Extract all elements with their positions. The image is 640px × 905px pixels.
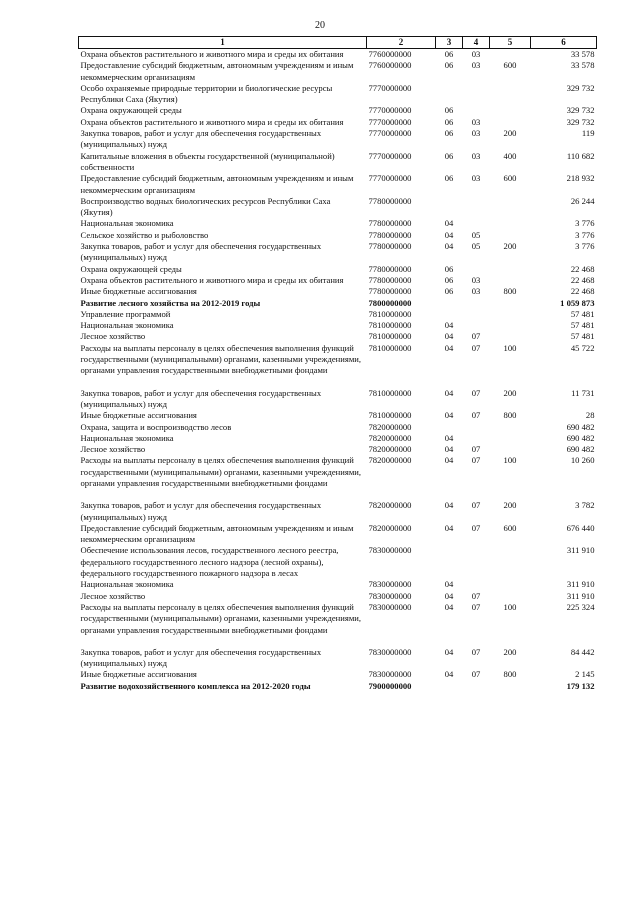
- row-expense-type: 600: [503, 60, 517, 71]
- row-section: 06: [444, 49, 454, 59]
- row-code: 7810000000: [368, 308, 412, 319]
- table-row: [79, 105, 597, 116]
- row-code: 7830000000: [368, 646, 412, 657]
- row-name: Национальная экономика: [80, 218, 174, 229]
- table-row: [79, 298, 597, 309]
- row-name: Развитие водохозяйственного комплекса на 2012-2020 годы: [80, 680, 311, 691]
- row-subsection: 03: [471, 274, 481, 285]
- row-name: Развитие лесного хозяйства на 2012-2019 годы: [80, 297, 261, 308]
- row-subsection: [463, 309, 490, 320]
- row-name: Охрана объектов растительного и животного мира и среды их обитания: [80, 116, 344, 127]
- row-amount: 28: [585, 410, 595, 421]
- row-section: 04: [444, 646, 454, 657]
- row-section: 04: [444, 444, 454, 455]
- table-row: [79, 591, 597, 602]
- table-row: [79, 545, 597, 579]
- table-row: [79, 173, 597, 196]
- row-name: Сельское хозяйство и рыболовство: [80, 229, 209, 240]
- row-code: 7800000000: [368, 297, 412, 308]
- row-subsection: 07: [471, 387, 481, 398]
- row-section: 04: [444, 331, 454, 342]
- row-amount: 329 732: [566, 82, 595, 93]
- row-amount: 690 482: [566, 421, 595, 432]
- row-expense-type: [490, 230, 531, 241]
- table-header: [79, 37, 597, 49]
- row-name: Иные бюджетные ассигнования: [80, 286, 197, 297]
- table-row: [79, 500, 597, 523]
- row-amount: 10 260: [570, 455, 595, 466]
- table-row: [79, 309, 597, 320]
- table-row: [79, 647, 597, 670]
- row-subsection: [463, 264, 490, 275]
- row-expense-type: [490, 591, 531, 602]
- row-amount: 110 682: [566, 150, 595, 161]
- row-subsection: [463, 545, 490, 579]
- row-expense-type: [490, 117, 531, 128]
- page-number: 20: [315, 20, 325, 31]
- header-col-2: 2: [367, 37, 436, 49]
- table-row: [79, 422, 597, 433]
- row-section: 06: [444, 263, 454, 274]
- row-expense-type: 100: [503, 601, 517, 612]
- row-name: Иные бюджетные ассигнования: [80, 410, 197, 421]
- row-expense-type: [490, 331, 531, 342]
- row-amount: 329 732: [566, 116, 595, 127]
- row-name: Охрана объектов растительного и животного мира и среды их обитания: [80, 274, 344, 285]
- row-code: 7820000000: [368, 421, 412, 432]
- row-section: 06: [444, 60, 454, 71]
- row-section: [436, 545, 463, 579]
- row-section: 04: [444, 669, 454, 680]
- row-code: 7810000000: [368, 320, 412, 331]
- row-section: [436, 422, 463, 433]
- row-amount: 179 132: [566, 680, 595, 691]
- row-expense-type: 400: [503, 150, 517, 161]
- row-section: 04: [444, 320, 454, 331]
- header-col-3: 3: [436, 37, 463, 49]
- row-expense-type: [490, 545, 531, 579]
- row-expense-type: 100: [503, 455, 517, 466]
- row-code: 7820000000: [368, 444, 412, 455]
- row-name: Обеспечение использования лесов, государственного лесного реестра, федерального государственного лесного надзора (лесной охраны), федерального государственного пожарного надзора в лесах: [80, 545, 339, 579]
- row-name: Расходы на выплаты персоналу в целях обеспечения выполнения функций государственными (муниципальными) органами, казенными учреждениями, органами управления государственными внебюджетными фондами: [80, 601, 362, 635]
- row-code: 7830000000: [368, 579, 412, 590]
- row-subsection: 07: [471, 669, 481, 680]
- row-subsection: [463, 298, 490, 309]
- row-code: 7770000000: [368, 173, 412, 184]
- row-code: 7770000000: [368, 116, 412, 127]
- row-expense-type: 800: [503, 669, 517, 680]
- row-amount: 57 481: [570, 308, 595, 319]
- row-expense-type: 200: [503, 646, 517, 657]
- row-section: 04: [444, 342, 454, 353]
- table-row: [79, 523, 597, 546]
- row-code: 7770000000: [368, 105, 412, 116]
- row-code: 7830000000: [368, 545, 412, 556]
- row-name: Охрана, защита и воспроизводство лесов: [80, 421, 232, 432]
- row-code: 7810000000: [368, 410, 412, 421]
- row-code: 7830000000: [368, 601, 412, 612]
- table-row: [79, 410, 597, 421]
- row-amount: 22 468: [570, 263, 595, 274]
- table-row: [79, 286, 597, 297]
- table-row: [79, 455, 597, 489]
- row-section: 04: [444, 410, 454, 421]
- row-expense-type: 600: [503, 173, 517, 184]
- row-subsection: 07: [471, 646, 481, 657]
- row-amount: 26 244: [570, 195, 595, 206]
- header-col-6: 6: [531, 37, 597, 49]
- budget-table: [78, 36, 597, 692]
- row-name: Национальная экономика: [80, 579, 174, 590]
- row-code: 7760000000: [368, 49, 412, 59]
- table-row: [79, 331, 597, 342]
- row-section: 06: [444, 128, 454, 139]
- row-section: 04: [444, 432, 454, 443]
- row-subsection: [463, 105, 490, 116]
- spacer-cell: [79, 489, 597, 500]
- row-subsection: 07: [471, 522, 481, 533]
- row-code: 7770000000: [368, 82, 412, 93]
- row-section: 06: [444, 173, 454, 184]
- row-section: 06: [444, 274, 454, 285]
- table-row: [79, 117, 597, 128]
- row-code: 7780000000: [368, 229, 412, 240]
- row-name: Лесное хозяйство: [80, 331, 146, 342]
- row-name: Закупка товаров, работ и услуг для обеспечения государственных (муниципальных) нужд: [80, 387, 322, 409]
- row-amount: 22 468: [570, 286, 595, 297]
- row-name: Управление программой: [80, 308, 171, 319]
- row-name: Лесное хозяйство: [80, 444, 146, 455]
- row-subsection: 07: [471, 342, 481, 353]
- row-code: 7780000000: [368, 263, 412, 274]
- row-amount: 84 442: [570, 646, 595, 657]
- row-expense-type: [490, 298, 531, 309]
- table-row: [79, 128, 597, 151]
- row-subsection: [463, 320, 490, 331]
- row-subsection: 03: [471, 173, 481, 184]
- row-spacer: [79, 377, 597, 388]
- row-code: 7770000000: [368, 150, 412, 161]
- row-expense-type: [490, 196, 531, 219]
- table-row: [79, 264, 597, 275]
- row-name: Закупка товаров, работ и услуг для обеспечения государственных (муниципальных) нужд: [80, 241, 322, 263]
- row-name: Иные бюджетные ассигнования: [80, 669, 197, 680]
- row-subsection: 03: [471, 286, 481, 297]
- row-subsection: 07: [471, 455, 481, 466]
- table-row: [79, 83, 597, 106]
- row-expense-type: [490, 105, 531, 116]
- row-amount: 3 782: [575, 500, 595, 511]
- row-code: 7780000000: [368, 286, 412, 297]
- row-section: [436, 298, 463, 309]
- row-amount: 2 145: [575, 669, 595, 680]
- row-code: 7780000000: [368, 241, 412, 252]
- row-amount: 676 440: [566, 522, 595, 533]
- row-expense-type: 200: [503, 500, 517, 511]
- row-expense-type: [490, 320, 531, 331]
- row-expense-type: 600: [503, 522, 517, 533]
- row-subsection: 07: [471, 444, 481, 455]
- row-amount: 311 910: [566, 590, 595, 601]
- row-section: 04: [444, 590, 454, 601]
- row-amount: 311 910: [566, 579, 595, 590]
- row-subsection: 07: [471, 410, 481, 421]
- row-expense-type: 100: [503, 342, 517, 353]
- row-code: 7760000000: [368, 60, 412, 71]
- row-subsection: 03: [471, 49, 481, 59]
- row-code: 7780000000: [368, 274, 412, 285]
- row-subsection: 03: [471, 128, 481, 139]
- table-row: [79, 49, 597, 61]
- row-section: 06: [444, 116, 454, 127]
- header-col-1: 1: [79, 37, 367, 49]
- row-code: 7810000000: [368, 342, 412, 353]
- row-subsection: 07: [471, 590, 481, 601]
- row-name: Капитальные вложения в объекты государственной (муниципальной) собственности: [80, 150, 335, 172]
- row-amount: 311 910: [566, 545, 595, 556]
- row-name: Предоставление субсидий бюджетным, автономным учреждениям и иным некоммерческим организациям: [80, 173, 354, 195]
- row-subsection: 05: [471, 241, 481, 252]
- row-name: Национальная экономика: [80, 432, 174, 443]
- row-spacer: [79, 489, 597, 500]
- table-row: [79, 230, 597, 241]
- row-section: 04: [444, 500, 454, 511]
- row-name: Закупка товаров, работ и услуг для обеспечения государственных (муниципальных) нужд: [80, 646, 322, 669]
- row-subsection: [463, 422, 490, 433]
- table-row: [79, 602, 597, 636]
- row-code: 7820000000: [368, 455, 412, 466]
- row-subsection: [463, 681, 490, 692]
- row-expense-type: [490, 83, 531, 106]
- row-expense-type: [490, 275, 531, 286]
- table-row: [79, 579, 597, 590]
- row-code: 7820000000: [368, 432, 412, 443]
- row-expense-type: [490, 422, 531, 433]
- row-amount: 33 578: [570, 49, 595, 59]
- row-subsection: 05: [471, 229, 481, 240]
- row-section: [436, 309, 463, 320]
- table-row: [79, 444, 597, 455]
- row-expense-type: [490, 433, 531, 444]
- row-section: 04: [444, 218, 454, 229]
- row-code: 7820000000: [368, 522, 412, 533]
- row-subsection: [463, 83, 490, 106]
- row-code: 7820000000: [368, 500, 412, 511]
- row-section: 04: [444, 579, 454, 590]
- row-expense-type: [490, 444, 531, 455]
- table-body: [79, 49, 597, 693]
- row-expense-type: [490, 49, 531, 61]
- row-name: Особо охраняемые природные территории и биологические ресурсы Республики Саха (Якутия): [80, 82, 333, 105]
- row-amount: 119: [581, 128, 595, 139]
- row-name: Расходы на выплаты персоналу в целях обеспечения выполнения функций государственными (муниципальными) органами, казенными учреждениями, органами управления государственными внебюджетными фондами: [80, 342, 362, 376]
- row-name: Охрана объектов растительного и животного мира и среды их обитания: [80, 49, 344, 59]
- table-row: [79, 275, 597, 286]
- row-code: 7830000000: [368, 669, 412, 680]
- table-row: [79, 681, 597, 692]
- row-amount: 225 324: [566, 601, 595, 612]
- row-expense-type: 200: [503, 241, 517, 252]
- row-expense-type: 200: [503, 387, 517, 398]
- row-section: 04: [444, 387, 454, 398]
- row-expense-type: [490, 579, 531, 590]
- row-subsection: [463, 218, 490, 229]
- row-amount: 57 481: [570, 331, 595, 342]
- row-expense-type: [490, 681, 531, 692]
- table-row: [79, 320, 597, 331]
- row-section: [436, 83, 463, 106]
- row-amount: 690 482: [566, 432, 595, 443]
- row-name: Национальная экономика: [80, 320, 174, 331]
- row-subsection: 07: [471, 500, 481, 511]
- row-subsection: 03: [471, 60, 481, 71]
- row-amount: 3 776: [575, 241, 595, 252]
- row-name: Охрана окружающей среды: [80, 263, 182, 274]
- row-code: 7780000000: [368, 195, 412, 206]
- row-section: [436, 681, 463, 692]
- row-amount: 1 059 873: [560, 297, 595, 308]
- table-row: [79, 151, 597, 174]
- spacer-cell: [79, 377, 597, 388]
- row-name: Воспроизводство водных биологических ресурсов Республики Саха (Якутия): [80, 195, 331, 218]
- row-section: 04: [444, 241, 454, 252]
- table-row: [79, 60, 597, 83]
- row-amount: 45 722: [570, 342, 595, 353]
- row-section: 06: [444, 105, 454, 116]
- row-subsection: 07: [471, 331, 481, 342]
- row-name: Предоставление субсидий бюджетным, автономным учреждениям и иным некоммерческим организациям: [80, 522, 354, 545]
- row-expense-type: [490, 309, 531, 320]
- spacer-cell: [79, 636, 597, 647]
- header-col-4: 4: [463, 37, 490, 49]
- header-row: [79, 37, 597, 49]
- row-amount: 3 776: [575, 218, 595, 229]
- row-expense-type: [490, 264, 531, 275]
- row-name: Охрана окружающей среды: [80, 105, 182, 116]
- row-amount: 690 482: [566, 444, 595, 455]
- header-col-5: 5: [490, 37, 531, 49]
- row-subsection: [463, 433, 490, 444]
- row-name: Закупка товаров, работ и услуг для обеспечения государственных (муниципальных) нужд: [80, 500, 322, 522]
- row-section: [436, 196, 463, 219]
- row-amount: 218 932: [566, 173, 595, 184]
- table-row: [79, 241, 597, 264]
- row-amount: 22 468: [570, 274, 595, 285]
- row-section: 04: [444, 601, 454, 612]
- row-subsection: 07: [471, 601, 481, 612]
- row-expense-type: 800: [503, 286, 517, 297]
- table-row: [79, 343, 597, 377]
- row-subsection: 03: [471, 116, 481, 127]
- table-row: [79, 388, 597, 411]
- row-name: Предоставление субсидий бюджетным, автономным учреждениям и иным некоммерческим организациям: [80, 60, 354, 82]
- row-amount: 33 578: [570, 60, 595, 71]
- table-row: [79, 669, 597, 680]
- row-amount: 329 732: [566, 105, 595, 116]
- table-row: [79, 218, 597, 229]
- row-section: 04: [444, 455, 454, 466]
- row-code: 7810000000: [368, 331, 412, 342]
- row-code: 7830000000: [368, 590, 412, 601]
- row-amount: 57 481: [570, 320, 595, 331]
- row-subsection: [463, 579, 490, 590]
- row-name: Расходы на выплаты персоналу в целях обеспечения выполнения функций государственными (муниципальными) органами, казенными учреждениями, органами управления государственными внебюджетными фондами: [80, 455, 362, 488]
- row-section: 04: [444, 229, 454, 240]
- row-code: 7780000000: [368, 218, 412, 229]
- row-amount: 3 776: [575, 229, 595, 240]
- table-row: [79, 196, 597, 219]
- row-section: 06: [444, 150, 454, 161]
- row-amount: 11 731: [571, 387, 595, 398]
- row-expense-type: 800: [503, 410, 517, 421]
- row-code: 7900000000: [368, 680, 412, 691]
- row-section: 06: [444, 286, 454, 297]
- row-subsection: [463, 196, 490, 219]
- row-subsection: 03: [471, 150, 481, 161]
- row-spacer: [79, 636, 597, 647]
- table-row: [79, 433, 597, 444]
- row-section: 04: [444, 522, 454, 533]
- row-code: 7770000000: [368, 128, 412, 139]
- row-expense-type: [490, 218, 531, 229]
- row-name: Закупка товаров, работ и услуг для обеспечения государственных (муниципальных) нужд: [80, 128, 322, 150]
- row-code: 7810000000: [368, 387, 412, 398]
- row-name: Лесное хозяйство: [80, 590, 146, 601]
- row-expense-type: 200: [503, 128, 517, 139]
